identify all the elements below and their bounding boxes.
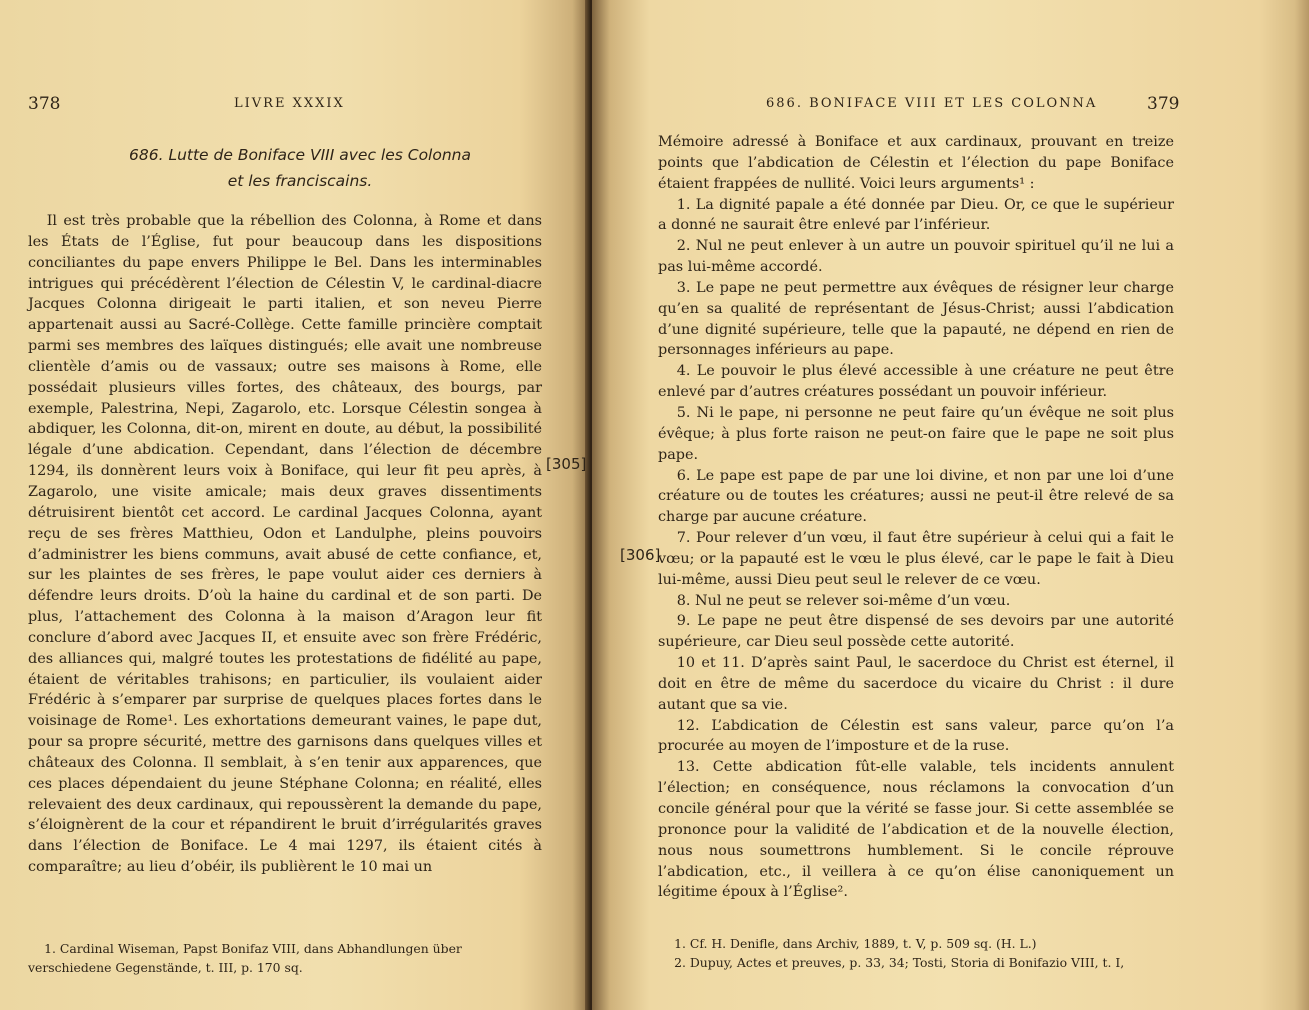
section-title-line2: et les franciscains. [227,172,373,190]
right-body-text [658,132,1174,903]
point-13: 13. Cette abdication fût-elle valable, tels incidents annulent l’élection; en conséquence, nous réclamons la convocation d’un concile général pour que la vérité se fasse jour. Si cette assemblée se prononce pour la validité de l’abdication et de la nouvelle élection, nous nous soumettrons humblement. Si le concile réprouve l’abdication, etc., il veillera à ce qu’on élise canoniquement un légitime époux à l’Église². [658,759,1174,901]
left-page [0,0,590,1010]
point-10-11: 10 et 11. D’après saint Paul, le sacerdoce du Christ est éternel, il doit en être de même du sacerdoce du vicaire du Christ : il dure autant que sa vie. [658,655,1174,713]
left-page-number: 378 [28,94,61,114]
margin-mark-306: [306] [620,546,661,564]
point-7: 7. Pour relever d’un vœu, il faut être supérieur à celui qui a fait le vœu; or la papauté est le vœu le plus élevé, car le pape le fait à Dieu lui-même, aussi Dieu peut seul le relever de ce vœu. [658,530,1174,588]
left-body-text [28,211,542,878]
right-intro: Mémoire adressé à Boniface et aux cardinaux, prouvant en treize points que l’abdication de Célestin et l’élection du pape Boniface étaient frappées de nullité. Voici leurs arguments¹ : [658,134,1174,192]
point-5: 5. Ni le pape, ni personne ne peut faire qu’un évêque ne soit plus évêque; à plus forte raison ne peut-on faire que le pape ne soit plus pape. [658,404,1174,463]
section-title-line1: Lutte de Boniface VIII avec les Colonna [168,146,471,164]
point-8: 8. Nul ne peut se relever soi-même d’un vœu. [676,592,1011,609]
point-2: 2. Nul ne peut enlever à un autre un pouvoir spirituel qu’il ne lui a pas lui-même accordé. [658,238,1174,276]
right-running-head: 686. BONIFACE VIII ET LES COLONNA [766,96,1098,111]
point-6: 6. Le pape est pape de par une loi divine, et non par une loi d’une créature ou de toutes les créatures; aussi ne peut-il être relevé de sa charge par aucune créature. [658,467,1174,526]
section-number: 686. [128,146,164,164]
point-1: 1. La dignité papale a été donnée par Dieu. Or, ce que le supérieur a donné ne saurait être enlevé par l’inférieur. [658,196,1174,234]
right-footnote-1: 1. Cf. H. Denifle, dans Archiv, 1889, t. V, p. 509 sq. (H. L.) [674,936,1037,951]
left-running-head: LIVRE XXXIX [234,96,345,111]
margin-mark-305: [305] [546,455,587,473]
right-page-number: 379 [1147,94,1180,114]
left-paragraph: Il est très probable que la rébellion des Colonna, à Rome et dans les États de l’Église, fut pour beaucoup dans les dispositions conciliantes du pape envers Philippe le Bel. Dans les interminables intrigues qui précédèrent l’élection de Célestin V, le cardinal-diacre Jacques Colonna dirigeait le parti italien, et son neveu Pierre appartenait aussi au Sacré-Collège. Cette famille princière comptait parmi ses membres des laïques distingués; elle avait une nombreuse clientèle d’amis ou de vassaux; outre ses maisons à Rome, elle possédait plusieurs villes fortes, des châteaux, des bourgs, par exemple, Palestrina, Nepi, Zagarolo, etc. Lorsque Célestin songea à abdiquer, les Colonna, dit-on, mirent en doute, au début, la possibilité légale d’une abdication. Cependant, dans l’élection de décembre 1294, ils donnèrent leurs voix à Boniface, qui leur fit peu après, à Zagarolo, une visite amicale; mais deux graves dissentiments détruisirent bientôt cet accord. Le cardinal Jacques Colonna, ayant reçu de ses frères Matthieu, Odon et Landulphe, pleins pouvoirs d’administrer les biens communs, avait abusé de cette confiance, et, sur les plaintes de ses frères, le pape voulut aider ces derniers à défendre leurs droits. D’où la haine du cardinal et de son parti. De plus, l’attachement des Colonna à la maison d’Aragon leur fit conclure d’abord avec Jacques II, et ensuite avec son frère Frédéric, des alliances qui, malgré toutes les protestations de fidélité au pape, étaient de véritables trahisons; en particulier, ils voulaient aider Frédéric à s’emparer par surprise de quelques places fortes dans le voisinage de Rome¹. Les exhortations demeurant vaines, le pape dut, pour sa propre sécurité, mettre des garnisons dans quelques villes et châteaux des Colonna. Il semblait, à s’en tenir aux apparences, que ces places dépendaient du jeune Stéphane Colonna; en réalité, elles relevaient des deux cardinaux, qui repoussèrent la demande du pape, s’éloignèrent de la cour et répandirent le bruit d’irrégularités graves dans l’élection de Boniface. Le 4 mai 1297, ils étaient cités à comparaître; au lieu d’obéir, ils publièrent le 10 mai un [28,213,542,876]
point-4: 4. Le pouvoir le plus élevé accessible à une créature ne peut être enlevé par d’autres créatures possédant un pouvoir inférieur. [658,363,1174,401]
point-3: 3. Le pape ne peut permettre aux évêques de résigner leur charge qu’en sa qualité de représentant de Jésus-Christ; aussi l’abdication d’une dignité supérieure, telle que la papauté, ne dépend en rien de personnages inférieurs au pape. [658,279,1174,359]
right-footnote-2: 2. Dupuy, Actes et preuves, p. 33, 34; Tosti, Storia di Bonifazio VIII, t. I, [674,955,1125,970]
right-page [592,0,1309,1010]
point-12: 12. L’abdication de Célestin est sans valeur, parce qu’on l’a procurée au moyen de l’imposture et de la ruse. [658,717,1174,755]
point-9: 9. Le pape ne peut être dispensé de ses devoirs par une autorité supérieure, car Dieu seul possède cette autorité. [658,613,1174,651]
section-title [60,142,540,194]
left-footnote-1: 1. Cardinal Wiseman, Papst Bonifaz VIII, dans Abhandlungen über verschiedene Gegenstände, t. III, p. 170 sq. [28,941,462,975]
right-footnotes [658,934,1174,972]
left-footnotes [28,939,542,977]
